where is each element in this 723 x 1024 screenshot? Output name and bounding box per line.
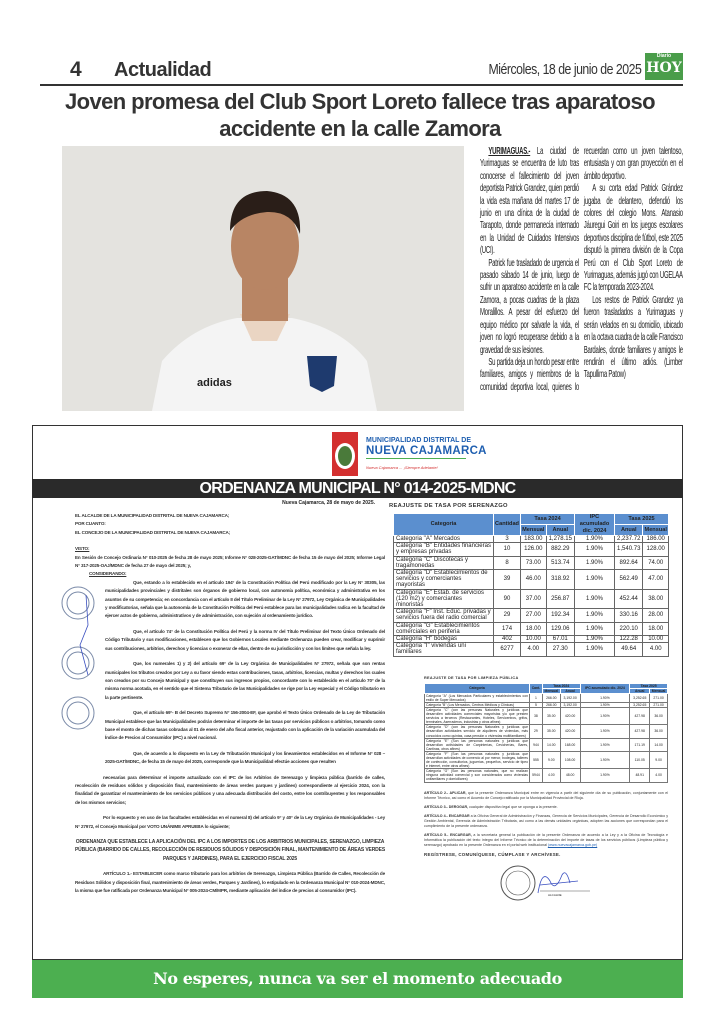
value-cell: 18.00 (521, 622, 546, 635)
article-photo (62, 146, 464, 411)
value-cell: 271.00 (650, 702, 668, 707)
value-cell: 1 (530, 693, 543, 702)
table-row (425, 693, 668, 702)
value-cell: 47.00 (643, 570, 669, 590)
value-cell: 36.00 (650, 707, 668, 724)
col-header: Anual (615, 525, 643, 536)
value-cell: 110.05 (630, 751, 650, 768)
col-header: Tasa 2025 (615, 514, 669, 525)
considerando-paragraph: Que, el artículo 74° de la Constitución Política del Perú y la norma IV del Título Preliminar del Texto Único Ordenado del Código Tributario y sus modificaciones, establecen que los Gobiernos Locales mediante Ordenanza pueden crear, modificar y suprimir sus contribuciones, arbitrios, derechos y licencias o exonerar de ellas, dentro de su jurisdicción y con los límites que señala la ley. (105, 628, 385, 651)
category-cell: Categoria "G" Establecimientos comerciales en periferia (394, 622, 494, 635)
ordinance-right-articles (424, 791, 668, 857)
col-header: Cant. (530, 683, 543, 693)
value-cell: 1.90% (580, 769, 630, 782)
municipality-name-line2: NUEVA CAJAMARCA (366, 445, 487, 457)
value-cell: 1.90% (580, 751, 630, 768)
article-body (480, 146, 683, 394)
category-cell: Categoria "D" Establecimientos de servicios y comerciantes mayoristas (394, 570, 494, 590)
value-cell: 168.00 (560, 738, 580, 751)
value-cell: 46.00 (521, 570, 546, 590)
value-cell: 420.00 (560, 707, 580, 724)
col-header: Mensual (542, 688, 560, 693)
value-cell: 1.90% (575, 643, 615, 656)
value-cell: 4.00 (521, 643, 546, 656)
limpieza-table (424, 683, 668, 783)
value-cell: 29 (530, 725, 543, 738)
value-cell: 266.00 (542, 702, 560, 707)
table-row (394, 622, 669, 635)
category-cell: Categoria "H" bodegas (394, 636, 494, 643)
article-body-wrapper (480, 146, 683, 418)
considerando-paragraph: Que, el artículo 69°- B del Decreto Supremo N° 156-2004-EF, que aprobó el Texto Único Ordenado de la Ley de Tributación Municipal establece que las Municipalidades podrán determinar el importe de las tasas por servicios públicos o arbitrios, tomando como base el monto de dichas tasas cobradas al 01 de enero del año fiscal anterior, reajustado con la aplicación de la variación acumulada del Índice de Precios al Consumidor (IPC) a nivel nacional. (105, 710, 385, 741)
category-cell: Categoria "F" Inst. Educ. privadas y servicios fuera del radio comercial (394, 609, 494, 622)
value-cell: 3,192.00 (560, 693, 580, 702)
value-cell: 4.00 (643, 643, 669, 656)
category-cell: Categoria "C" Discotecas y tragamonedas (394, 556, 494, 569)
table-row (425, 751, 668, 768)
col-header: Cantidad (494, 514, 521, 536)
place-date: Nueva Cajamarca, 28 de mayo de 2025. (282, 500, 375, 506)
article-text: a la secretaria general la publicación de la presente Ordenanza de acuerdo a la Ley y a la Oficina de Tecnología e Informática la publicación del texto íntegro del Informe Técnico de la determinación del importe de tasas de los servicios públicos (Limpieza pública y serenazgo) aprobado en la presente Ordenanza en el portal web institucional (424, 832, 668, 847)
newspaper-logo (645, 53, 683, 80)
logo-big-text: HOY (646, 60, 682, 76)
article-2 (424, 791, 668, 801)
value-cell: 1,540.73 (615, 543, 643, 556)
article-paragraph: Patrick fue trasladado de urgencia el pasado sábado 14 de junio, luego de sufrir un aparatoso accidente en la calle Zamora, a pocas cuadras de la plaza Moralillos. A pesar del esfuerzo del equipo médico por salvarle la vida, el joven no logró recuperarse debido a la gravedad de sus lesiones. (480, 257, 579, 356)
value-cell: 1.90% (580, 702, 630, 707)
value-cell: 37.00 (521, 589, 546, 609)
value-cell: 318.92 (546, 570, 574, 590)
value-cell: 427.98 (630, 707, 650, 724)
value-cell: 28.00 (643, 609, 669, 622)
col-header: Tasa 2024 (542, 683, 580, 688)
limpieza-section (424, 675, 668, 903)
value-cell: 5 (530, 702, 543, 707)
considerando-paragraph: Que, de acuerdo a lo dispuesto en la Ley de Tributación Municipal y los lineamientos establecidos en el Informe N° 028 – 2025-GAT/MDNC, de fecha 15 de mayo del 2025, corresponde que la Municipalidad efectúe acciones que resulten (105, 750, 385, 765)
category-cell: Categoría "F" (Son las personas naturales y jurídicas que desarrollan actividades de comercio al por menor, bodegas, talleres de confección, consultorios, juguerías, pequeños, servicio de tipeo e internet, entre otros afines) (426, 751, 528, 769)
value-cell: 129.06 (546, 622, 574, 635)
value-cell: 402 (494, 636, 521, 643)
considerando-paragraph: Que, estando a lo establecido en el artículo 194° de la Constitución Política del Perú modificado por la Ley N° 30305, las municipalidades provinciales y distritales son órganos de gobierno local, con autonomía política, económica y administrativa en los asuntos de su competencia; en concordancia con el artículo II del Título Preliminar de la Ley N° 27972, Ley Orgánica de Municipalidades y modificatorias, señala que la autonomía de la Constitución Política del Perú establece para las municipalidades radica en la facultad de ejercer actos de gobierno, administrativos y de administración, con sujeción al ordenamiento jurídico. (105, 579, 385, 619)
stamp-text: ALCALDE (548, 892, 562, 897)
value-cell: 256.87 (546, 589, 574, 609)
issue-date: Miércoles, 18 de junio de 2025 (488, 61, 641, 78)
value-cell: 555 (530, 751, 543, 768)
value-cell: 38.00 (643, 589, 669, 609)
municipality-slogan: Nueva Cajamarca ... ¡Siempre Adelante! (366, 465, 438, 470)
ordinance-subject-title: ORDENANZA QUE ESTABLECE LA APLICACIÓN DEL IPC A LOS IMPORTES DE LOS ARBITRIOS MUNICIPALES, SERENAZGO, LIMPIEZA PÚBLICA (BARRIDO DE CALLES, RECOLECCIÓN DE RESIDUOS SÓLIDOS Y DISPOSICIÓN FINAL, MANTENIMIENTO DE ÁREAS VERDES PARQUES Y JARDINES), PARA EL EJERCICIO FISCAL 2025 (75, 839, 386, 862)
value-cell: 1.90% (575, 589, 615, 609)
value-cell: 10.00 (521, 636, 546, 643)
value-cell: 48.00 (560, 769, 580, 782)
value-cell: 126.00 (521, 543, 546, 556)
category-cell: Categoria "A" Mercados (394, 536, 494, 543)
table-row (425, 738, 668, 751)
website-link[interactable]: (www.nuevacajamarca.gob.pe) (547, 842, 598, 847)
value-cell: 27.30 (546, 643, 574, 656)
article-text: que la presente Ordenanza Municipal entre en vigencia a partir del siguiente día de su publicación, conjuntamente con el Informe Técnico, así como el Acuerdo de Concejo ratificado por la Municipalidad Provincial de Rioja. (424, 790, 668, 800)
section-title: Actualidad (114, 59, 212, 81)
value-cell: 14.00 (650, 738, 668, 751)
article-paragraph: Los restos de Patrick Grandez ya fueron trasladados a Yurimaguas y serán velados en su domicilio, ubicado en la octava cuadra de la calle Francisco Bardales, donde familiares y amigos le rendirán el último adiós. (Limber Tapullima Patow) (583, 294, 683, 381)
logo-rule (366, 458, 466, 459)
value-cell: 10 (494, 543, 521, 556)
col-header: Anual (630, 688, 650, 693)
value-cell: 420.00 (560, 725, 580, 738)
article-5 (424, 833, 668, 848)
value-cell: 1.90% (575, 622, 615, 635)
value-cell: 4.00 (542, 769, 560, 782)
value-cell: 944 (530, 738, 543, 751)
value-cell: 128.00 (643, 543, 669, 556)
value-cell: 1.90% (580, 725, 630, 738)
value-cell: 1.90% (575, 556, 615, 569)
table-row (394, 589, 669, 609)
category-cell: Categoría "C" (con las personas Naturales y jurídicas que desarrollen actividades comerciales mayoristas y/o que presten servicios a terceros (Restaurantes, Hoteles, Servicentros, grifos, terminales, Aserraderos, industrias y otros afines) (426, 707, 528, 725)
article-4 (424, 814, 668, 829)
value-cell: 1.90% (575, 543, 615, 556)
article-paragraph: A su corta edad Patrick Grández jugaba de delantero, defendió los colores del colegio Mons. Atanasio Jáuregui Goiri en los juegos escolares deportivos disciplina de fútbol, este 2025 disputó la primera división de la Copa Perú con el Club Sport Loreto de Yurimaguas, además jugó con UGELAA FC la temporada 2023-2024. (583, 183, 683, 294)
value-cell: 3,252.65 (630, 702, 650, 707)
col-header: Mensual (650, 688, 668, 693)
value-cell: 892.64 (615, 556, 643, 569)
table-row (394, 609, 669, 622)
intro-line: POR CUANTO: (75, 521, 106, 527)
value-cell: 271.00 (650, 693, 668, 702)
value-cell: 35.00 (542, 707, 560, 724)
value-cell: 29 (494, 609, 521, 622)
value-cell: 1.90% (580, 707, 630, 724)
col-header: Tasa 2025 (630, 683, 668, 688)
value-cell: 266.00 (542, 693, 560, 702)
signature-stamp (500, 863, 590, 903)
article-paragraph (480, 146, 579, 258)
col-header: Tasa 2024 (521, 514, 575, 525)
table-row (425, 769, 668, 782)
category-cell: Categoría "A" (Los Mercados Particulares y establecimientos con estilo de Super Mercados) (426, 693, 528, 702)
value-cell: 39 (494, 570, 521, 590)
limpieza-table-title: REAJUSTE DE TASA POR LIMPIEZA PÚBLICA (424, 675, 519, 680)
category-cell: Categoria "B" Entidades financieras y empresas privadas (394, 543, 494, 556)
value-cell: 108.00 (560, 751, 580, 768)
article-text: cualquier dispositivo legal que se oponga a la presente. (468, 804, 558, 809)
article-paragraph: Su partida deja un hondo pesar entre familiares, amigos y miembros de la comunidad deportiva local, quienes lo recuerdan como un joven talentoso, entusiasta y con gran proyección en el ámbito deportivo. (480, 146, 683, 393)
category-cell: Categoría "E" (Son las personas naturales y jurídicas que desarrollan actividades de Carpinterías, Cevicherías, Bares, Cantinas, otros afines) (426, 738, 528, 751)
municipality-logo (330, 430, 490, 478)
closing-formula: REGÍSTRESE, COMUNÍQUESE, CÚMPLASE Y ARCHÍVESE. (424, 851, 561, 857)
value-cell: 10.00 (643, 636, 669, 643)
category-cell: Categoria "E" Estab. de servicios (120 m2) y comerciantes minoristas (394, 589, 494, 609)
logo-small-text: Diario (656, 53, 672, 59)
serenazgo-table-title: REAJUSTE DE TASA POR SERENAZGO (389, 503, 508, 509)
value-cell: 27.00 (521, 609, 546, 622)
considerando-heading: CONSIDERANDO: (89, 571, 127, 577)
table-row (425, 707, 668, 724)
value-cell: 1.90% (575, 536, 615, 543)
table-row (394, 556, 669, 569)
category-cell: Categoria "I" viviendas uni familiares (394, 643, 494, 656)
article-text: a la Oficina General de Administración y Finanzas, Gerencia de Servicios Municipales, Gerencia de Desarrollo Económico y Gestión Ambiental, Gerencia de Administración Tributaria, así como a las demás unidades orgánicas, adopten las acciones que correspondan para el cumplimiento de la presente ordenanza. (424, 813, 668, 828)
category-cell: Categoría "D" (con las personas Naturales y jurídicas que desarrollan actividades servicio de alquileres de viviendas, más conocidos como quintas, casa pensión o viviendas multifamiliares) (426, 725, 528, 738)
category-cell: Categoría "G" (Son las personas naturales, que no realizan ninguna actividad comercial y son considerados como viviendas unifamiliares y domiciliares) (426, 769, 528, 782)
slogan-banner: No esperes, nunca va ser el momento adecuado (32, 960, 683, 998)
value-cell: 1,278.15 (546, 536, 574, 543)
table-row (394, 543, 669, 556)
table-row (394, 643, 669, 656)
value-cell: 562.49 (615, 570, 643, 590)
value-cell: 427.98 (630, 725, 650, 738)
value-cell: 8 (494, 556, 521, 569)
article-1: ARTÍCULO 1.- ESTABLECER como marco tributario para los arbitrios de Serenazgo, Limpieza Pública (Barrido de Calles, Recolección de Residuos Sólidos y disposición final, mantenimiento de áreas verdes, Parques y Jardines), lo estipulado en la Ordenanza Municipal N° 010-2024-MDNC, la misma que fue ratificada por Ordenanza Municipal N° 005-2024-CM/MPR, mediante aplicación del índice de precios al consumidor (IPC). (75, 871, 385, 894)
col-header: Mensual (643, 525, 669, 536)
value-cell: 14.00 (542, 738, 560, 751)
table-row (394, 536, 669, 543)
table-row (425, 725, 668, 738)
value-cell: 220.10 (615, 622, 643, 635)
article-label: ARTÍCULO 4.- ENCARGAR (424, 813, 470, 818)
value-cell: 73.00 (521, 556, 546, 569)
intro-line: EL ALCALDE DE LA MUNICIPALIDAD DISTRITAL DE NUEVA CAJAMARCA; (75, 513, 230, 518)
article-label: ARTÍCULO 5.- ENCARGAR, (424, 832, 472, 837)
paragraph-text: La ciudad de Yurimaguas se encuentra de luto tras conocerse el fallecimiento del joven deportista Patrick Grandez, quien perdió la vida esta mañana del martes 17 de junio en una clínica de la ciudad de Tarapoto, donde permanecía internado en la Unidad de Cuidados Intensivos (UCI). (480, 146, 579, 257)
header-rule (40, 84, 683, 86)
value-cell: 1.90% (575, 570, 615, 590)
value-cell: 36.00 (650, 725, 668, 738)
value-cell: 9.00 (650, 751, 668, 768)
value-cell: 513.74 (546, 556, 574, 569)
value-cell: 1.90% (580, 693, 630, 702)
value-cell: 4.00 (650, 769, 668, 782)
headline: Joven promesa del Club Sport Loreto fallece tras aparatoso accidente en la calle Zamora (65, 89, 655, 141)
approval-statement: Por lo expuesto y en uso de las facultades establecidas en el numeral 8) del artículo 9° y 40° de la Ley Orgánica de Municipalidades - Ley N° 27972, el Concejo Municipal por VOTO UNÁNIME APRUEBA lo siguiente; (75, 815, 385, 829)
value-cell: 49.64 (615, 643, 643, 656)
value-cell: 1.90% (575, 609, 615, 622)
article-label: ARTÍCULO 3.- DEROGAR, (424, 804, 469, 809)
value-cell: 1.90% (575, 636, 615, 643)
value-cell: 186.00 (643, 536, 669, 543)
visto-heading: VISTO: (75, 546, 90, 552)
ordinance-title: ORDENANZA MUNICIPAL N° 014-2025-MDNC (32, 479, 683, 498)
value-cell: 18.00 (643, 622, 669, 635)
article-3 (424, 805, 668, 810)
value-cell: 5944 (530, 769, 543, 782)
value-cell: 90 (494, 589, 521, 609)
value-cell: 192.34 (546, 609, 574, 622)
col-header: IPC acumulado dic. 2024 (580, 683, 630, 693)
value-cell: 48.91 (630, 769, 650, 782)
value-cell: 174 (494, 622, 521, 635)
value-cell: 74.00 (643, 556, 669, 569)
value-cell: 183.00 (521, 536, 546, 543)
value-cell: 452.44 (615, 589, 643, 609)
value-cell: 35.00 (542, 725, 560, 738)
considerando-continuation: necesarias para determinar el importe actualizado con el IPC de los Arbitrios de Serenazgo y limpieza pública (barrido de calles, recolección de residuos sólidos y disposición final, mantenimiento de áreas verdes parques y jardines) correspondiente al ejercicio 2024, con la finalidad de garantizar el mantenimiento de los servicios públicos y una adecuada distribución del costo, entre los contribuyentes y los responsables de los mismos servicios; (75, 774, 385, 805)
page-number: 4 (70, 58, 82, 81)
col-header: Categoria (394, 514, 494, 536)
col-header: Anual (546, 525, 574, 536)
visto-text: En Sesión de Concejo Ordinaria N° 010-2025 de fecha 28 de mayo 2025; Informe N° 028-2025-GAT/MDNC de fecha 15 de mayo del 2025; Informe Legal N° 317-2025-OAJ/MDNC de fecha 27 de mayo del 2025; y, (75, 554, 385, 569)
intro-line: EL CONCEJO DE LA MUNICIPALIDAD DISTRITAL DE NUEVA CAJAMARCA; (75, 529, 231, 535)
col-header: Anual (560, 688, 580, 693)
value-cell: 330.16 (615, 609, 643, 622)
svg-text:adidas: adidas (197, 377, 232, 389)
col-header: Mensual (521, 525, 546, 536)
ordinance-left-column (75, 512, 385, 895)
value-cell: 38 (530, 707, 543, 724)
value-cell: 3 (494, 536, 521, 543)
category-cell: Categoría "B" (Los Mercados, Centros Médicos y Clínicas) (425, 702, 530, 707)
value-cell: 6277 (494, 643, 521, 656)
value-cell: 9.00 (542, 751, 560, 768)
col-header: Categoría (425, 683, 530, 693)
article-label: ARTÍCULO 2.- APLICAR, (424, 790, 467, 795)
value-cell: 67.01 (546, 636, 574, 643)
value-cell: 3,192.00 (560, 702, 580, 707)
col-header: IPC acumulado dic. 2024 (575, 514, 615, 536)
ordinance-right-column (389, 502, 671, 903)
article-dateline: YURIMAGUAS.- (488, 146, 531, 157)
municipality-name-line1: MUNICIPALIDAD DISTRITAL DE (366, 437, 471, 444)
value-cell: 3,252.65 (630, 693, 650, 702)
value-cell: 882.29 (546, 543, 574, 556)
table-row (394, 570, 669, 590)
table-row (394, 636, 669, 643)
value-cell: 1.90% (580, 738, 630, 751)
value-cell: 122.28 (615, 636, 643, 643)
value-cell: 171.19 (630, 738, 650, 751)
serenazgo-table (393, 513, 669, 657)
value-cell: 2,237.72 (615, 536, 643, 543)
considerando-paragraph: Que, los numerales 1) y 2) del artículo 69° de la Ley Orgánica de Municipalidades N° 27972, señala que son rentas municipales los tributos creados por Ley a su favor siendo estas contribuciones, tasas, arbitrios, licencias, multas y derechos los cuales son creados por su Concejo Municipal y que constituyen sus ingresos propios, concordante con lo establecido en el artículo 70° de la misma norma acotada, en el sentido que el Sistema Tributario de las Municipalidades se rige por la Ley especial y el Código tributario en la parte pertinente. (105, 661, 385, 700)
